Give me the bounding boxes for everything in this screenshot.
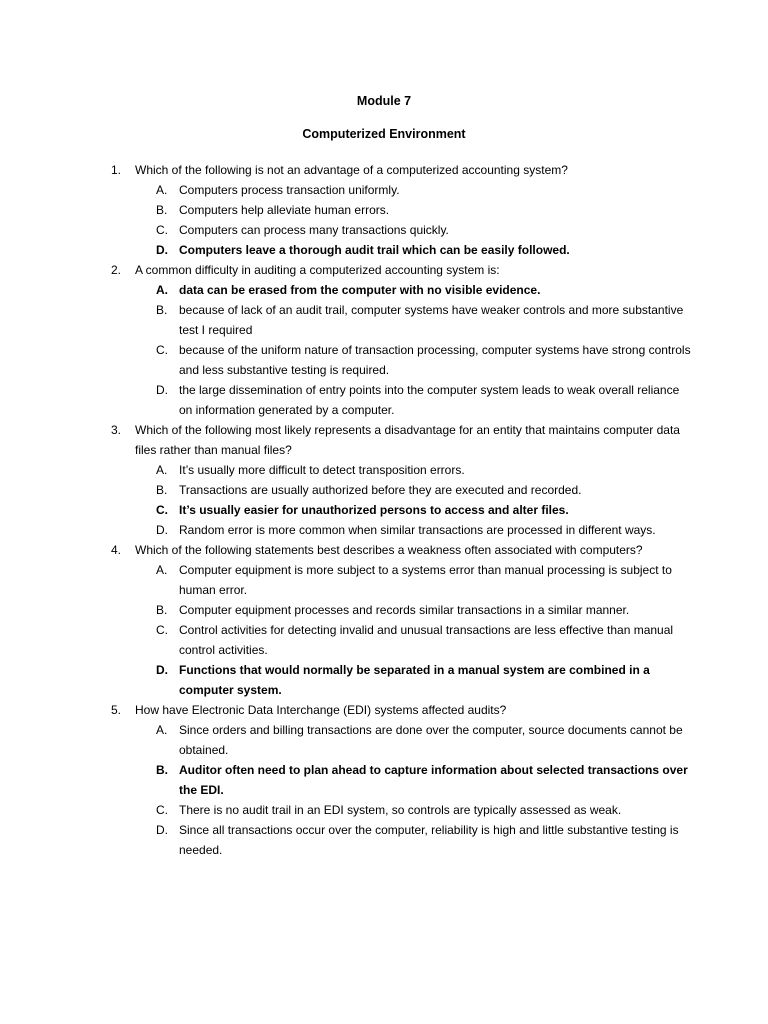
option-letter: C. [156, 623, 168, 637]
option-letter: C. [156, 223, 168, 237]
option-text: Auditor often need to plan ahead to capture information about selected transactions over the EDI. [179, 763, 688, 797]
option-letter: D. [156, 383, 168, 397]
option-text: Computers can process many transactions quickly. [179, 223, 449, 237]
answer-option [156, 200, 691, 220]
option-letter: A. [156, 563, 168, 577]
option-text: Computers process transaction uniformly. [179, 183, 400, 197]
answer-option [156, 620, 691, 660]
answer-option [156, 340, 691, 380]
option-letter: C. [156, 803, 168, 817]
answer-option [156, 800, 691, 820]
option-text: Computer equipment is more subject to a systems error than manual processing is subject to human error. [179, 563, 672, 597]
option-letter: B. [156, 763, 168, 777]
option-text: Computers help alleviate human errors. [179, 203, 390, 217]
question-number: 1. [111, 163, 122, 177]
option-text: the large dissemination of entry points into the computer system leads to weak overall reliance on information generated by a computer. [179, 383, 680, 417]
option-letter: A. [156, 283, 168, 297]
question-number: 2. [111, 263, 122, 277]
option-letter: B. [156, 603, 168, 617]
option-letter: D. [156, 663, 168, 677]
question-text: A common difficulty in auditing a computerized accounting system is: [135, 263, 500, 277]
option-text: data can be erased from the computer with no visible evidence. [179, 283, 541, 297]
answer-option-correct [156, 280, 691, 300]
answer-option [156, 480, 691, 500]
question-list [111, 160, 691, 860]
answer-option [156, 180, 691, 200]
option-letter: A. [156, 463, 168, 477]
answer-option [156, 380, 691, 420]
option-letter: D. [156, 523, 168, 537]
question-text: Which of the following statements best describes a weakness often associated with computers? [135, 543, 643, 557]
answer-options [135, 280, 691, 420]
option-text: Random error is more common when similar transactions are processed in different ways. [179, 523, 656, 537]
answer-option [156, 600, 691, 620]
answer-option-correct [156, 500, 691, 520]
option-text: Computers leave a thorough audit trail which can be easily followed. [179, 243, 570, 257]
option-text: There is no audit trail in an EDI system, so controls are typically assessed as weak. [179, 803, 622, 817]
question-item [111, 540, 691, 700]
option-text: Computer equipment processes and records similar transactions in a similar manner. [179, 603, 630, 617]
answer-options [135, 560, 691, 700]
option-text: Functions that would normally be separated in a manual system are combined in a computer system. [179, 663, 650, 697]
answer-option [156, 300, 691, 340]
answer-option [156, 720, 691, 760]
question-item [111, 420, 691, 540]
option-letter: B. [156, 303, 168, 317]
answer-option-correct [156, 660, 691, 700]
option-text: because of lack of an audit trail, computer systems have weaker controls and more substantive test I required [179, 303, 684, 337]
answer-option [156, 460, 691, 480]
option-letter: A. [156, 183, 168, 197]
question-text: Which of the following most likely represents a disadvantage for an entity that maintains computer data files rather than manual files? [135, 423, 680, 457]
answer-options [135, 460, 691, 540]
option-letter: B. [156, 203, 168, 217]
question-number: 4. [111, 543, 122, 557]
option-text: Control activities for detecting invalid and unusual transactions are less effective than manual control activities. [179, 623, 674, 657]
answer-options [135, 720, 691, 860]
option-letter: C. [156, 343, 168, 357]
answer-option [156, 560, 691, 600]
option-letter: C. [156, 503, 168, 517]
answer-option [156, 220, 691, 240]
option-letter: A. [156, 723, 168, 737]
option-letter: D. [156, 243, 168, 257]
option-letter: D. [156, 823, 168, 837]
answer-option-correct [156, 760, 691, 800]
answer-option-correct [156, 240, 691, 260]
option-text: Since all transactions occur over the computer, reliability is high and little substantive testing is needed. [179, 823, 679, 857]
answer-option [156, 820, 691, 860]
question-number: 5. [111, 703, 122, 717]
option-text: because of the uniform nature of transaction processing, computer systems have strong controls and less substantive testing is required. [179, 343, 691, 377]
question-number: 3. [111, 423, 122, 437]
option-text: It’s usually more difficult to detect transposition errors. [179, 463, 465, 477]
question-text: Which of the following is not an advantage of a computerized accounting system? [135, 163, 568, 177]
question-item [111, 700, 691, 860]
answer-options [135, 180, 691, 260]
page-subtitle: Computerized Environment [302, 127, 466, 141]
option-text: Transactions are usually authorized before they are executed and recorded. [179, 483, 582, 497]
answer-option [156, 520, 691, 540]
option-text: It’s usually easier for unauthorized persons to access and alter files. [179, 503, 569, 517]
option-text: Since orders and billing transactions are done over the computer, source documents cannot be obtained. [179, 723, 683, 757]
question-item [111, 260, 691, 420]
question-text: How have Electronic Data Interchange (EDI) systems affected audits? [135, 703, 507, 717]
option-letter: B. [156, 483, 168, 497]
question-item [111, 160, 691, 260]
page-title: Module 7 [356, 94, 412, 108]
